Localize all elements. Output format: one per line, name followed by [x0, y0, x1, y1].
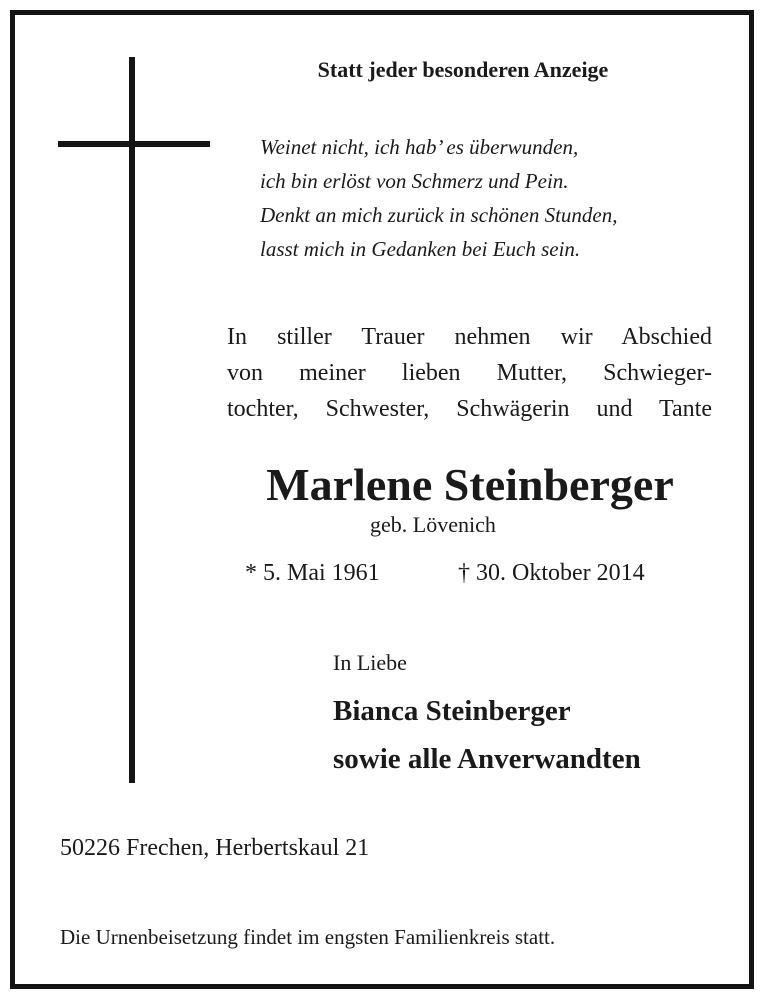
signatory-name: Bianca Steinberger	[333, 695, 571, 727]
poem-line: Denkt an mich zurück in schönen Stunden,	[260, 203, 618, 227]
poem-line: Weinet nicht, ich hab’ es überwunden,	[260, 135, 579, 159]
poem-verse	[260, 130, 618, 266]
family-address: 50226 Frechen, Herbertskaul 21	[60, 835, 370, 861]
cross-icon-vertical-beam	[129, 57, 135, 783]
death-date: † 30. Oktober 2014	[458, 560, 645, 586]
deceased-name: Marlene Steinberger	[266, 459, 674, 510]
intro-line: In stiller Trauer nehmen wir Abschied	[227, 324, 712, 350]
maiden-name: geb. Lövenich	[370, 512, 496, 537]
cross-icon-horizontal-beam	[58, 141, 210, 147]
notice-heading: Statt jeder besonderen Anzeige	[317, 57, 609, 82]
intro-line: tochter, Schwester, Schwägerin und Tante	[227, 396, 712, 422]
intro-line: von meiner lieben Mutter, Schwieger-	[227, 360, 712, 386]
poem-line: lasst mich in Gedanken bei Euch sein.	[260, 237, 581, 261]
poem-line: ich bin erlöst von Schmerz und Pein.	[260, 169, 569, 193]
burial-note: Die Urnenbeisetzung findet im engsten Familienkreis statt.	[60, 925, 556, 949]
birth-date: * 5. Mai 1961	[245, 560, 380, 586]
mourning-intro	[227, 319, 712, 427]
signatory-relatives: sowie alle Anverwandten	[333, 743, 641, 775]
closing-phrase: In Liebe	[333, 650, 407, 675]
